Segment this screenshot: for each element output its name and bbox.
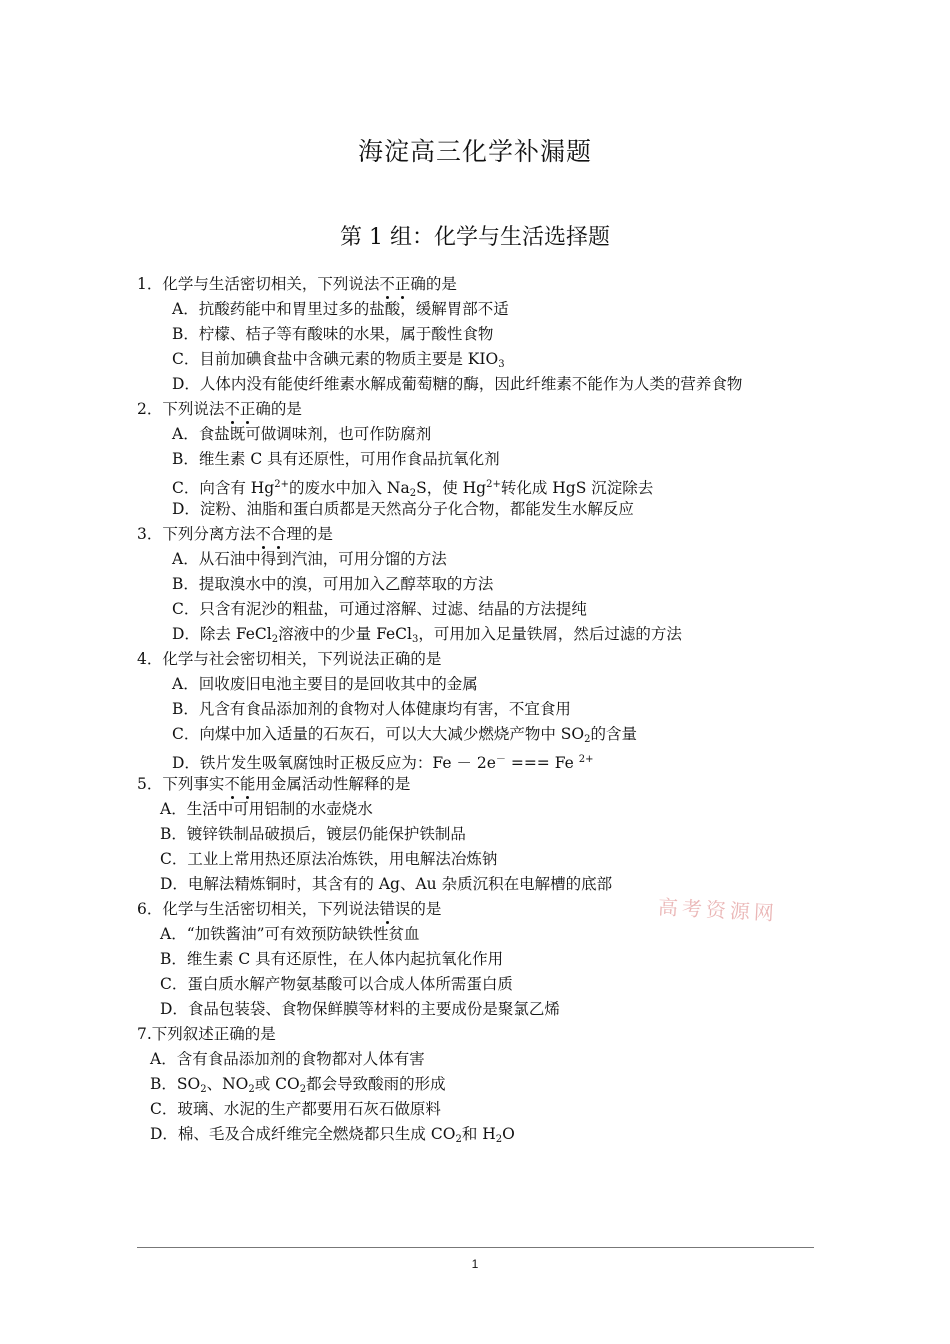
option-c: C．工业上常用热还原法冶炼铁，用电解法冶炼钠 — [160, 850, 498, 868]
question-1: 1．化学与生活密切相关，下列说法不正确的是 — [0, 272, 950, 297]
option-b: B．维生素 C 具有还原性，可用作食品抗氧化剂 — [172, 450, 500, 468]
question-number: 2． — [137, 400, 163, 418]
option-d: D．食品包装袋、食物保鲜膜等材料的主要成份是聚氯乙烯 — [160, 1000, 560, 1018]
option-d: D．棉、毛及合成纤维完全燃烧都只生成 $CO_2$和 $H_2O$ — [150, 1125, 515, 1145]
question-6: 6．化学与生活密切相关，下列说法错误的是 — [0, 897, 950, 922]
question-number: 3． — [137, 525, 163, 543]
option-a: A．抗酸药能中和胃里过多的盐酸，缓解胃部不适 — [172, 300, 509, 318]
question-number: 1． — [137, 275, 163, 293]
option-a: A．“加铁酱油”可有效预防缺铁性贫血 — [160, 925, 420, 943]
option-a: A．含有食品添加剂的食物都对人体有害 — [150, 1050, 425, 1068]
emphasis-dot: 不 — [224, 397, 240, 422]
emphasis-dot: 合 — [271, 522, 287, 547]
question-number: 4． — [137, 650, 163, 668]
option-b: B．$SO_2$、$NO_2$或 $CO_2$都会导致酸雨的形成 — [150, 1075, 446, 1095]
emphasis-dot: 不 — [255, 522, 271, 547]
option-c: C．只含有泥沙的粗盐，可通过溶解、过滤、结晶的方法提纯 — [172, 600, 587, 618]
question-7: 7.下列叙述正确的是 — [137, 1025, 276, 1043]
footer-divider — [137, 1247, 814, 1248]
question-number: 7. — [137, 1025, 152, 1043]
emphasis-dot: 能 — [240, 772, 256, 797]
emphasis-dot: 错 — [379, 897, 395, 922]
document-title: 海淀高三化学补漏题 — [357, 137, 592, 166]
question-3: 3．下列分离方法不合理的是 — [0, 522, 950, 547]
option-b: B．镀锌铁制品破损后，镀层仍能保护铁制品 — [160, 825, 466, 843]
option-b: B．凡含有食品添加剂的食物对人体健康均有害，不宜食用 — [172, 700, 571, 718]
option-a: A．食盐既可做调味剂，也可作防腐剂 — [172, 425, 432, 443]
option-d: D．人体内没有能使纤维素水解成葡萄糖的酶，因此纤维素不能作为人类的营养食物 — [172, 375, 743, 393]
page-number: 1 — [471, 1257, 479, 1271]
question-stem: 化学与生活密切相关，下列说法 — [162, 275, 380, 293]
option-b: B．柠檬、桔子等有酸味的水果，属于酸性食物 — [172, 325, 494, 343]
option-c: C．向煤中加入适量的石灰石，可以大大减少燃烧产物中 $SO_2$的含量 — [172, 725, 638, 745]
option-b: B．维生素 C 具有还原性，在人体内起抗氧化作用 — [160, 950, 504, 968]
option-d: D．淀粉、油脂和蛋白质都是天然高分子化合物，都能发生水解反应 — [172, 500, 634, 518]
question-number: 6． — [137, 900, 163, 918]
option-b: B．提取溴水中的溴，可用加入乙醇萃取的方法 — [172, 575, 494, 593]
question-5: 5．下列事实不能用金属活动性解释的是 — [0, 772, 950, 797]
section-title: 第 1 组：化学与生活选择题 — [340, 225, 610, 250]
option-a: A．从石油中得到汽油，可用分馏的方法 — [172, 550, 447, 568]
option-c: C．向含有 $Hg^{2+}$的废水中加入 $Na_2S$，使 $Hg^{2+}$转化成 HgS 沉淀除去 — [172, 479, 654, 499]
option-d: D．铁片发生吸氧腐蚀时正极反应为：Fe － 2e－ === Fe $^{2+}$ — [172, 754, 594, 772]
emphasis-dot: 正 — [240, 397, 256, 422]
option-c: C．目前加碘食盐中含碘元素的物质主要是 $KIO_3$ — [172, 350, 505, 370]
option-c: C．蛋白质水解产物氨基酸可以合成人体所需蛋白质 — [160, 975, 513, 993]
question-2: 2．下列说法不正确的是 — [0, 397, 950, 422]
option-d: D．电解法精炼铜时，其含有的 Ag、Au 杂质沉积在电解槽的底部 — [160, 875, 613, 893]
question-4: 4．化学与社会密切相关，下列说法正确的是 — [137, 650, 442, 668]
option-a: A．回收废旧电池主要目的是回收其中的金属 — [172, 675, 478, 693]
question-list — [0, 272, 950, 1147]
question-number: 5． — [137, 775, 163, 793]
option-a: A．生活中可用铝制的水壶烧水 — [160, 800, 373, 818]
emphasis-dot: 不 — [224, 772, 240, 797]
option-d: D．除去 FeCl$_2$溶液中的少量 FeCl$_3$，可用加入足量铁屑，然后过滤的方法 — [172, 625, 682, 645]
option-c: C．玻璃、水泥的生产都要用石灰石做原料 — [150, 1100, 441, 1118]
watermark: 高考资源网 — [657, 894, 779, 926]
emphasis-dot: 不 — [379, 272, 395, 297]
emphasis-dot: 正 — [395, 272, 411, 297]
